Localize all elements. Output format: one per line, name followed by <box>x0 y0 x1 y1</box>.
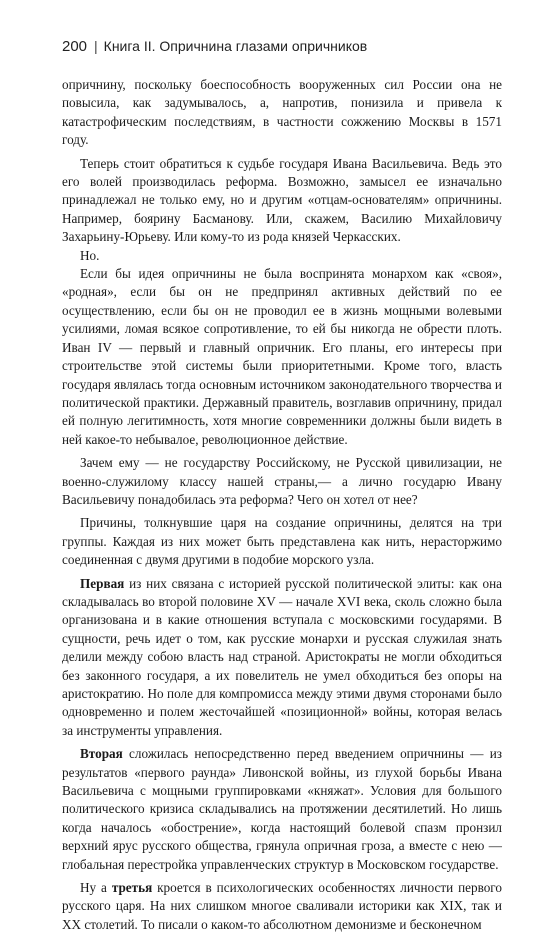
paragraph <box>62 514 502 569</box>
running-title: Книга II. Опричнина глазами опричников <box>103 38 368 54</box>
paragraph-lead-word: Вторая <box>80 746 123 762</box>
page-number: 200 <box>62 38 88 55</box>
paragraph <box>62 879 502 934</box>
paragraph-text: кроется в психологических особенностях личности первого русского царя. На них слишком многое сваливали историки как XIX, так и XX столетий. То писали о каком-то абсолютном демонизме и бесконечном <box>62 880 502 932</box>
paragraph-text: Причины, толкнувшие царя на создание опричнины, делятся на три группы. Каждая из них может быть представлена как нить, нерасторжимо соединенная с двумя другими в подобие морского узла. <box>62 515 502 568</box>
paragraph-text: Зачем ему — не государству Российскому, не Русской цивилизации, не военно-служилому классу нашей страны,— а лично государю Ивану Васильевичу понадобилась эта реформа? Чего он хотел от нее? <box>62 455 502 507</box>
paragraph-text: Но. <box>80 247 100 263</box>
paragraph-lead-word: третья <box>111 880 153 896</box>
running-header <box>62 38 502 55</box>
paragraph <box>62 454 502 509</box>
paragraph-text: Если бы идея опричнины не была воспринята монархом как «своя», «родная», если бы он не предпринял активных действий по ее осуществлению, если бы он не проводил ее в жизнь мощными волевыми усилиями, ломая всякое сопротивление, то ей бы никогда не обрести плоть. Иван IV — первый и главный опричник. Его планы, его интересы при строительстве этой системы были приоритетными. Кроме того, власть государя являлась тогда основным источником законодательного творчества и политической практики. Державный правитель, возглавив опричнину, придал ей полную легитимность, хотя многие современники должны были видеть в ней какое-то небывалое, революционное действие. <box>62 266 502 447</box>
paragraph <box>62 575 502 741</box>
header-separator: | <box>94 38 98 54</box>
paragraph-text: Ну а <box>80 880 112 896</box>
paragraph <box>62 155 502 247</box>
page-body <box>62 76 502 934</box>
paragraph <box>62 247 502 265</box>
paragraph-text: из них связана с историей русской политической элиты: как она складывалась во второй половине XV — начале XVI века, сколь сложно была организована и в какие отношения вступала с московскими государями. В сущности, речь идет о том, как русские монархи и русская служилая знать делили между собою власть над страной. Аристократы не могли обходиться без законного государя, а их повелитель не умел обходиться без опоры на аристократию. Но поле для компромисса между этими двумя сторонами было одновременно и полем жесточайшей «позиционной» войны, которая велась за инструменты управления. <box>62 575 502 738</box>
paragraph <box>62 76 502 150</box>
paragraph-text: сложилась непосредственно перед введением опричнины — из результатов «первого раунда» Ливонской войны, из глухой борьбы Ивана Васильевича с мощными группировками «княжат». Условия для большого политического кризиса складывались на протяжении десятилетий. Но лишь когда началось «обострение», когда настоящий болевой спазм пронзил верхний ярус русского общества, грянула опричная гроза, а вместе с нею — глобальная перестройка управленческих структур в Московском государстве. <box>62 746 502 872</box>
paragraph-text: Теперь стоит обратиться к судьбе государя Ивана Васильевича. Ведь это его волей производилась реформа. Возможно, замысел ее изначально принадлежал не только ему, но и другим «отцам-основателям» опричнины. Например, боярину Басманову. Или, скажем, Василию Михайловичу Захарьину-Юрьеву. Или кому-то из рода князей Черкасских. <box>62 155 502 245</box>
paragraph-text: опричнину, поскольку боеспособность вооруженных сил России она не повысила, как задумывалось, а, напротив, понизила и привела к катастрофическим последствиям, в частности сожжению Москвы в 1571 году. <box>62 77 502 148</box>
paragraph-lead-word: Первая <box>80 575 125 591</box>
paragraph <box>62 745 502 874</box>
paragraph <box>62 265 502 449</box>
